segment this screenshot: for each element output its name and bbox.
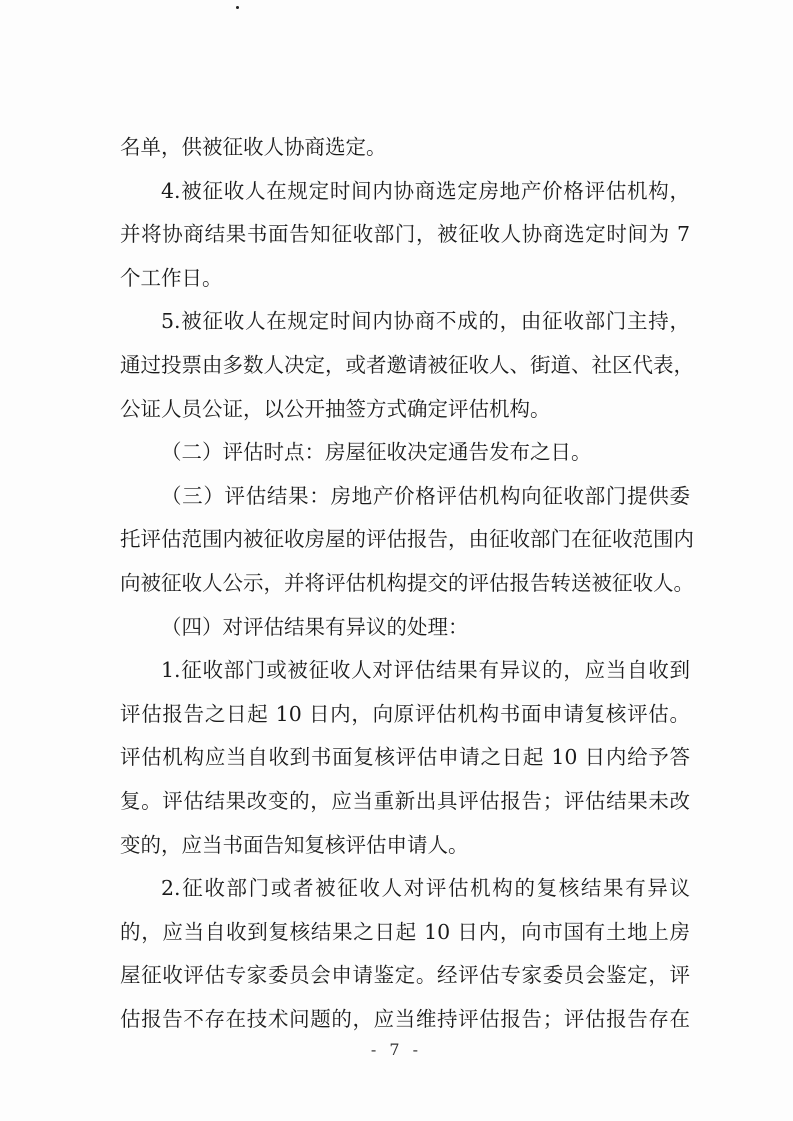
text-line: 名单，供被征收人协商选定。 — [120, 135, 387, 159]
text-line: 估报告不存在技术问题的，应当维持评估报告；评估报告存在 — [120, 1006, 690, 1031]
text-line: 托评估范围内被征收房屋的评估报告，由征收部门在征收范围内 — [120, 527, 694, 552]
text-line: （三）评估结果：房地产价格评估机构向征收部门提供委 — [161, 483, 690, 508]
text-line: 评估报告之日起 10 日内，向原评估机构书面申请复核评估。 — [120, 701, 690, 726]
text-line: 变的，应当书面告知复核评估申请人。 — [120, 832, 469, 857]
text-line: 复。评估结果改变的，应当重新出具评估报告；评估结果未改 — [120, 788, 690, 813]
text-line: 通过投票由多数人决定，或者邀请被征收人、街道、社区代表， — [120, 352, 694, 377]
text-line: 的，应当自收到复核结果之日起 10 日内，向市国有土地上房 — [120, 919, 690, 944]
section-heading: （四）对评估结果有异议的处理： — [161, 614, 469, 639]
text-line: 向被征收人公示，并将评估机构提交的评估报告转送被征收人。 — [120, 570, 694, 595]
scan-speck — [236, 6, 239, 9]
text-line: 评估机构应当自收到书面复核评估申请之日起 10 日内给予答 — [120, 745, 690, 770]
page-number: - 7 - — [370, 1040, 423, 1059]
text-line: 1.征收部门或被征收人对评估结果有异议的，应当自收到 — [161, 658, 690, 683]
text-line: 屋征收评估专家委员会申请鉴定。经评估专家委员会鉴定，评 — [120, 963, 690, 988]
text-line: 并将协商结果书面告知征收部门，被征收人协商选定时间为 7 — [120, 222, 690, 247]
text-line: 5.被征收人在规定时间内协商不成的，由征收部门主持， — [161, 309, 690, 334]
text-line: 个工作日。 — [120, 265, 223, 290]
body-text — [120, 126, 694, 1041]
text-line: 公证人员公证，以公开抽签方式确定评估机构。 — [120, 396, 551, 421]
text-line: 4.被征收人在规定时间内协商选定房地产价格评估机构， — [161, 178, 690, 203]
text-line: 2.征收部门或者被征收人对评估机构的复核结果有异议 — [161, 876, 690, 901]
section-heading: （二）评估时点：房屋征收决定通告发布之日。 — [161, 440, 592, 465]
